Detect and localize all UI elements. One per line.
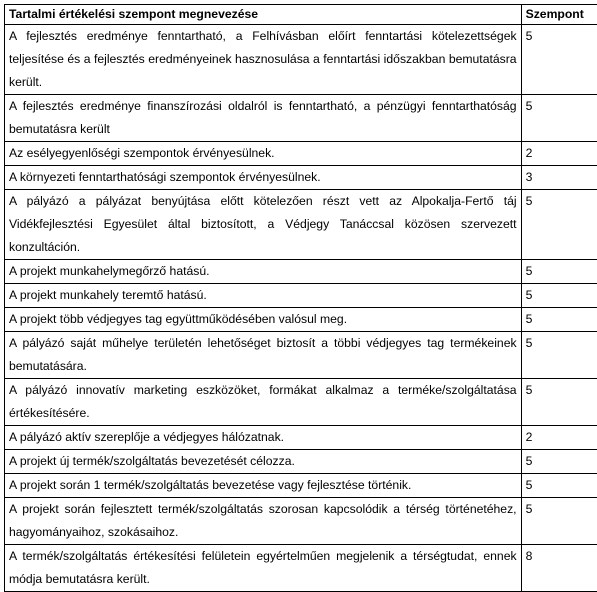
criterion-cell: A pályázó innovatív marketing eszközöket, formákat alkalmaz a terméke/szolgáltatása értékesítésére. xyxy=(5,379,522,426)
table-row xyxy=(5,142,597,166)
criterion-name-header: Tartalmi értékelési szempont megnevezése xyxy=(5,5,522,25)
table-row xyxy=(5,95,597,142)
table-row xyxy=(5,332,597,379)
score-cell: 5 xyxy=(521,379,597,426)
criterion-cell: A környezeti fenntarthatósági szempontok érvényesülnek. xyxy=(5,166,522,190)
table-row xyxy=(5,260,597,284)
score-cell: 3 xyxy=(521,166,597,190)
criterion-cell: A projekt több védjegyes tag együttműködésében valósul meg. xyxy=(5,308,522,332)
evaluation-criteria-sheet xyxy=(4,4,597,592)
criterion-cell: A projekt során 1 termék/szolgáltatás bevezetése vagy fejlesztése történik. xyxy=(5,474,522,498)
score-cell: 5 xyxy=(521,25,597,95)
score-cell: 5 xyxy=(521,308,597,332)
score-cell: 5 xyxy=(521,190,597,260)
criterion-cell: A projekt munkahelymegőrző hatású. xyxy=(5,260,522,284)
table-row xyxy=(5,545,597,592)
score-cell: 5 xyxy=(521,284,597,308)
score-header: Szempont xyxy=(521,5,597,25)
criterion-cell: A fejlesztés eredménye fenntartható, a Felhívásban előírt fenntartási kötelezettségek teljesítése és a fejlesztés eredményeinek hasznosulása a fenntartási időszakban bemutatásra került. xyxy=(5,25,522,95)
criterion-cell: A projekt munkahely teremtő hatású. xyxy=(5,284,522,308)
criterion-cell: A pályázó aktív szereplője a védjegyes hálózatnak. xyxy=(5,426,522,450)
criterion-cell: A pályázó saját műhelye területén lehetőséget biztosít a többi védjegyes tag termékeinek bemutatására. xyxy=(5,332,522,379)
table-row xyxy=(5,284,597,308)
table-row xyxy=(5,166,597,190)
table-row xyxy=(5,450,597,474)
score-cell: 5 xyxy=(521,332,597,379)
table-row xyxy=(5,25,597,95)
criterion-cell: A projekt során fejlesztett termék/szolgáltatás szorosan kapcsolódik a térség történetéhez, hagyományaihoz, szokásaihoz. xyxy=(5,498,522,545)
table-row xyxy=(5,498,597,545)
score-cell: 2 xyxy=(521,142,597,166)
score-cell: 5 xyxy=(521,474,597,498)
criterion-cell: Az esélyegyenlőségi szempontok érvényesülnek. xyxy=(5,142,522,166)
criterion-cell: A projekt új termék/szolgáltatás bevezetését célozza. xyxy=(5,450,522,474)
score-cell: 5 xyxy=(521,95,597,142)
score-cell: 8 xyxy=(521,545,597,592)
table-row xyxy=(5,190,597,260)
score-cell: 5 xyxy=(521,450,597,474)
evaluation-criteria-table xyxy=(4,4,597,592)
table-row xyxy=(5,379,597,426)
criterion-cell: A termék/szolgáltatás értékesítési felületein egyértelműen megjelenik a térségtudat, ennek módja bemutatásra került. xyxy=(5,545,522,592)
score-cell: 5 xyxy=(521,260,597,284)
table-row xyxy=(5,474,597,498)
score-cell: 5 xyxy=(521,498,597,545)
criterion-cell: A pályázó a pályázat benyújtása előtt kötelezően részt vett az Alpokalja-Fertő táj Vidékfejlesztési Egyesület által biztosított, a Védjegy Tanáccsal közösen szervezett konzultáción. xyxy=(5,190,522,260)
table-header-row xyxy=(5,5,597,25)
table-row xyxy=(5,426,597,450)
score-cell: 2 xyxy=(521,426,597,450)
criterion-cell: A fejlesztés eredménye finanszírozási oldalról is fenntartható, a pénzügyi fenntarthatóság bemutatásra került xyxy=(5,95,522,142)
table-row xyxy=(5,308,597,332)
